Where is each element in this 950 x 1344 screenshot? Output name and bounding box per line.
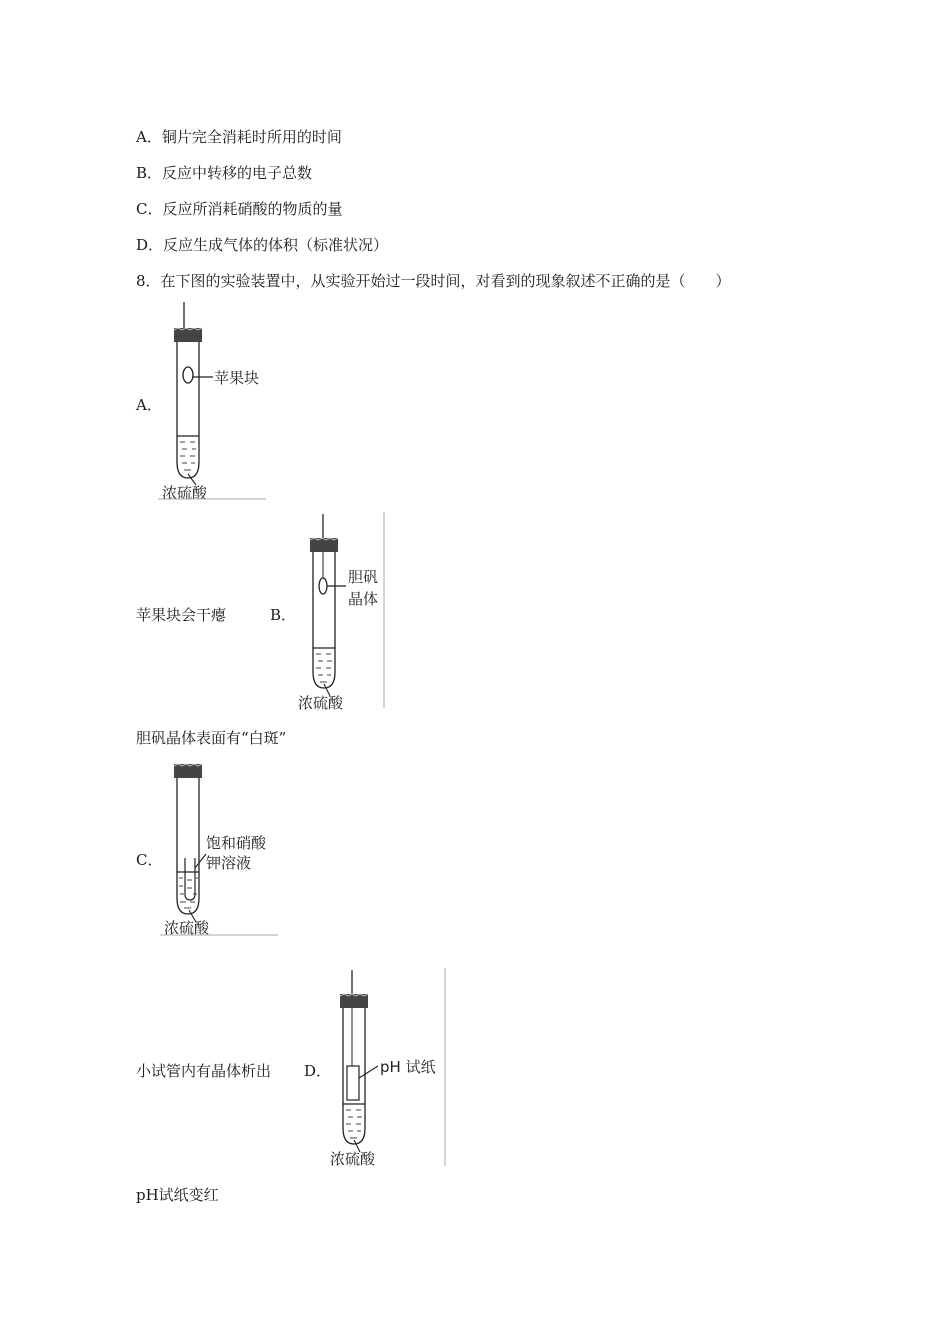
figure-b-label-vitriol: 胆矾 — [348, 568, 379, 586]
option-b-caption: 胆矾晶体表面有“白斑” — [136, 729, 287, 747]
figure-d-label-acid: 浓硫酸 — [330, 1150, 376, 1168]
figure-c-label-solution: 钾溶液 — [206, 854, 252, 872]
figure-c-label-saturated: 饱和硝酸 — [206, 834, 267, 852]
option-b-letter: B． — [270, 606, 297, 624]
option-c-caption: 小试管内有晶体析出 — [136, 1062, 272, 1080]
option-d-caption: pH试纸变红 — [136, 1186, 219, 1204]
figure-b-blue-vitriol — [290, 512, 390, 710]
option-prev-c: C．反应所消耗硝酸的物质的量 — [136, 200, 343, 218]
figure-c-kno3 — [160, 760, 285, 940]
figure-a-label-apple: 苹果块 — [214, 369, 260, 387]
option-prev-a: A．铜片完全消耗时所用的时间 — [136, 128, 342, 146]
option-prev-b: B．反应中转移的电子总数 — [136, 164, 313, 182]
figure-b-label-crystal: 晶体 — [348, 590, 379, 608]
option-d-letter: D． — [304, 1062, 332, 1080]
option-a-caption: 苹果块会干瘪 — [136, 606, 227, 624]
option-a-letter: A． — [136, 396, 162, 414]
option-c-letter: C． — [136, 851, 163, 869]
question-8-stem: 8．在下图的实验装置中，从实验开始过一段时间，对看到的现象叙述不正确的是（ ） — [136, 272, 731, 290]
figure-c-label-acid: 浓硫酸 — [164, 919, 210, 937]
figure-d-ph-paper — [328, 968, 450, 1168]
figure-a-label-acid: 浓硫酸 — [162, 484, 208, 502]
option-prev-d: D．反应生成气体的体积（标准状况） — [136, 236, 389, 254]
figure-b-label-acid: 浓硫酸 — [298, 694, 344, 710]
figure-a-apple — [158, 300, 273, 502]
figure-d-label-ph: pH 试纸 — [380, 1058, 436, 1076]
